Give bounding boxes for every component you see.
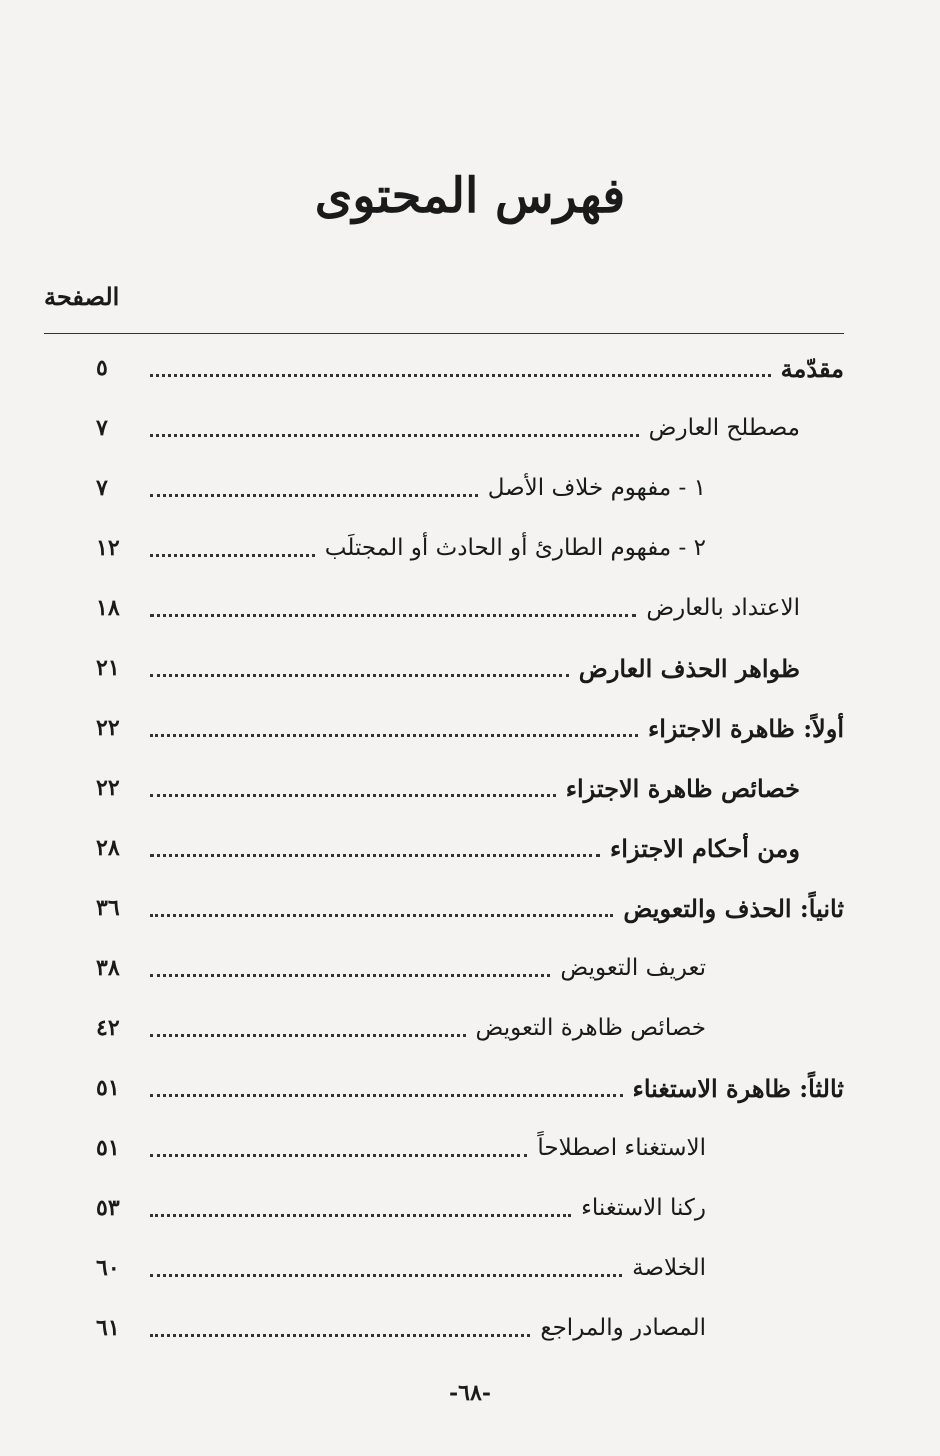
- toc-leader-dots: [150, 734, 638, 737]
- toc-entry-label: مقدّمة: [780, 353, 844, 383]
- toc-entry-label: خصائص ظاهرة الاجتزاء: [565, 773, 800, 803]
- toc-entry-label: ٢ - مفهوم الطارئ أو الحادث أو المجتلَب: [324, 535, 706, 561]
- toc-entry-page: ٢١: [96, 655, 120, 681]
- toc-entry[interactable]: [0, 938, 940, 998]
- toc-leader-dots: [150, 494, 478, 497]
- toc-entry-page: ٦١: [96, 1315, 120, 1341]
- toc-entry[interactable]: [0, 1298, 940, 1358]
- toc-entry[interactable]: [0, 338, 940, 398]
- toc-entry-page: ٥١: [96, 1075, 120, 1101]
- toc-entry-page: ١٢: [96, 535, 120, 561]
- toc-entry-page: ٧: [96, 415, 108, 441]
- toc-entry-page: ١٨: [96, 595, 120, 621]
- toc-entry-label: ثالثاً: ظاهرة الاستغناء: [632, 1073, 844, 1103]
- toc-entry-page: ٢٨: [96, 835, 120, 861]
- toc-entry-label: ثانياً: الحذف والتعويض: [623, 893, 844, 923]
- header-rule: [44, 333, 844, 334]
- toc-entry-label: أولاً: ظاهرة الاجتزاء: [647, 713, 844, 743]
- toc-leader-dots: [150, 1094, 623, 1097]
- toc-entry-label: ومن أحكام الاجتزاء: [610, 833, 800, 863]
- toc-leader-dots: [150, 1214, 571, 1217]
- toc-entry-page: ٦٠: [96, 1255, 120, 1281]
- toc-entry-page: ٥: [96, 355, 108, 381]
- toc-entry-label: ١ - مفهوم خلاف الأصل: [487, 475, 706, 501]
- toc-entry-label: الاعتداد بالعارض: [646, 595, 800, 621]
- footer-page-number: -٦٨-: [449, 1380, 491, 1406]
- toc-entry[interactable]: [0, 998, 940, 1058]
- toc-entry-page: ٧: [96, 475, 108, 501]
- toc-entry-label: المصادر والمراجع: [540, 1315, 706, 1341]
- toc-entry[interactable]: [0, 398, 940, 458]
- toc-leader-dots: [150, 1274, 622, 1277]
- toc-entry[interactable]: [0, 518, 940, 578]
- toc-entry-page: ٣٨: [96, 955, 120, 981]
- toc-leader-dots: [150, 674, 569, 677]
- toc-entry[interactable]: [0, 698, 940, 758]
- toc-entry-label: الاستغناء اصطلاحاً: [537, 1135, 706, 1161]
- toc-leader-dots: [150, 434, 639, 437]
- toc-entry-page: ٥١: [96, 1135, 120, 1161]
- toc-leader-dots: [150, 974, 550, 977]
- toc-entry[interactable]: [0, 1178, 940, 1238]
- toc-leader-dots: [150, 1334, 530, 1337]
- toc-leader-dots: [150, 614, 636, 617]
- toc-entry-page: ٢٢: [96, 715, 120, 741]
- toc-entry-label: خصائص ظاهرة التعويض: [475, 1015, 706, 1041]
- toc-leader-dots: [150, 374, 771, 377]
- toc-leader-dots: [150, 1034, 466, 1037]
- page-title: فهرس المحتوى: [314, 168, 626, 224]
- toc-entry[interactable]: [0, 638, 940, 698]
- toc-entry[interactable]: [0, 818, 940, 878]
- toc-leader-dots: [150, 1154, 527, 1157]
- toc-leader-dots: [150, 914, 613, 917]
- toc-entry-label: ظواهر الحذف العارض: [578, 653, 800, 683]
- toc-leader-dots: [150, 554, 315, 557]
- toc-entry-label: ركنا الاستغناء: [581, 1195, 706, 1221]
- toc-entry-page: ٣٦: [96, 895, 120, 921]
- toc-entry-page: ٤٢: [96, 1015, 120, 1041]
- toc-entry[interactable]: [0, 1118, 940, 1178]
- toc-leader-dots: [150, 794, 556, 797]
- toc-entry[interactable]: [0, 1058, 940, 1118]
- toc-leader-dots: [150, 854, 600, 857]
- toc-entry-label: مصطلح العارض: [648, 415, 800, 441]
- toc-entry-label: الخلاصة: [632, 1255, 706, 1281]
- toc-entry[interactable]: [0, 578, 940, 638]
- toc-entry-page: ٢٢: [96, 775, 120, 801]
- toc-entry[interactable]: [0, 758, 940, 818]
- page-column-label: الصفحة: [44, 282, 120, 311]
- toc-entry-page: ٥٣: [96, 1195, 120, 1221]
- toc-entry[interactable]: [0, 458, 940, 518]
- toc-entry[interactable]: [0, 1238, 940, 1298]
- toc-entry-label: تعريف التعويض: [560, 955, 706, 981]
- toc-entry[interactable]: [0, 878, 940, 938]
